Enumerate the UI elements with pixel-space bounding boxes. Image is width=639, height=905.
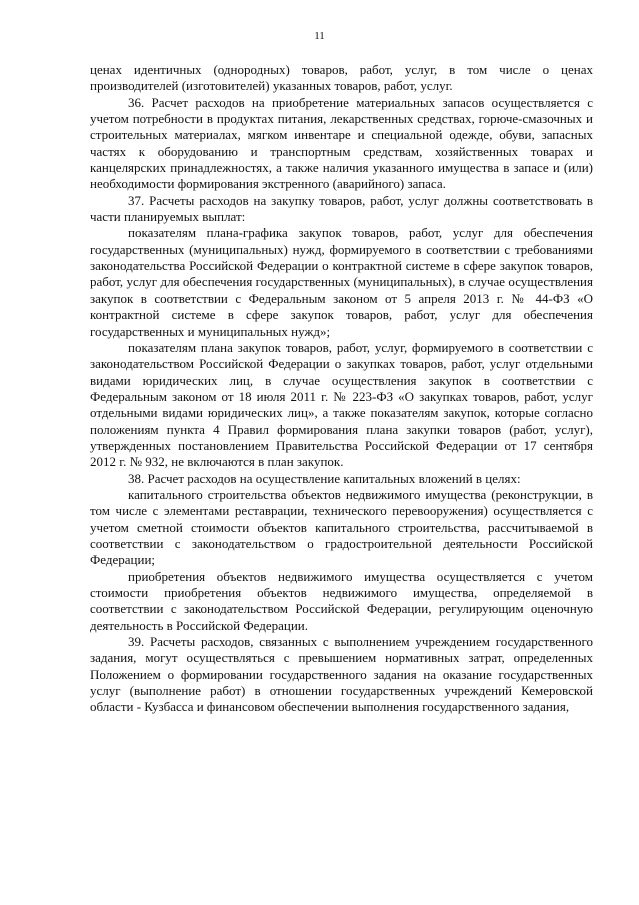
paragraph-item-36: 36. Расчет расходов на приобретение материальных запасов осуществляется с учетом потребности в продуктах питания, лекарственных средствах, горюче-смазочных и строительных материалах, мягком инвентаре и специальной одежде, обуви, запасных частях к оборудованию и транспортным средствам, хозяйственных товарах и канцелярских принадлежностях, а также наличия указанного имущества в запасе и (или) необходимости формирования экстренного (аварийного) запаса. (90, 94, 593, 192)
paragraph-procurement-plan: показателям плана закупок товаров, работ, услуг, формируемого в соответствии с законодательством Российской Федерации о закупках товаров, работ, услуг отдельными видами юридических лиц, в случае осуществления закупок в соответствии с Федеральным законом от 18 июля 2011 г. № 223-ФЗ «О закупках товаров, работ, услуг отдельными видами юридических лиц», а также показателям закупок, которые согласно положениям пункта 4 Правил формирования плана закупки товаров (работ, услуг), утвержденных постановлением Правительства Российской Федерации от 17 сентября 2012 г. № 932, не включаются в план закупок. (90, 339, 593, 470)
paragraph-continuation: ценах идентичных (однородных) товаров, работ, услуг, в том числе о ценах производителей (изготовителей) указанных товаров, работ, услуг. (90, 62, 593, 94)
paragraph-item-37: 37. Расчеты расходов на закупку товаров, работ, услуг должны соответствовать в части планируемых выплат: (90, 192, 593, 225)
paragraph-capital-construction: капитального строительства объектов недвижимого имущества (реконструкции, в том числе с элементами реставрации, технического перевооружения) осуществляется с учетом сметной стоимости объектов капитального строительства, рассчитываемой в соответствии с законодательством о градостроительной деятельности Российской Федерации; (90, 486, 593, 568)
paragraph-plan-schedule: показателям плана-графика закупок товаров, работ, услуг для обеспечения государственных (муниципальных) нужд, формируемого в соответствии с требованиями законодательства Российской Федерации о контрактной системе в сфере закупок товаров, работ, услуг для обеспечения государственных (муниципальных), в случае осуществления закупок в соответствии с Федеральным законом от 5 апреля 2013 г. № 44-ФЗ «О контрактной системе в сфере закупок товаров, работ, услуг для обеспечения государственных и муниципальных нужд»; (90, 225, 593, 339)
document-body (90, 62, 593, 716)
page-number: 11 (314, 30, 325, 42)
paragraph-item-38: 38. Расчет расходов на осуществление капитальных вложений в целях: (128, 470, 521, 486)
paragraph-item-39: 39. Расчеты расходов, связанных с выполнением учреждением государственного задания, могут осуществляться с превышением нормативных затрат, определенных Положением о формировании государственного задания на оказание государственных услуг (выполнение работ) в отношении государственных учреждений Кемеровской области - Кузбасса и финансовом обеспечении выполнения государственного задания, (90, 634, 593, 715)
paragraph-real-estate-acquisition: приобретения объектов недвижимого имущества осуществляется с учетом стоимости приобретения объектов недвижимого имущества, определяемой в соответствии с законодательством Российской Федерации, регулирующим оценочную деятельность в Российской Федерации. (90, 568, 593, 633)
